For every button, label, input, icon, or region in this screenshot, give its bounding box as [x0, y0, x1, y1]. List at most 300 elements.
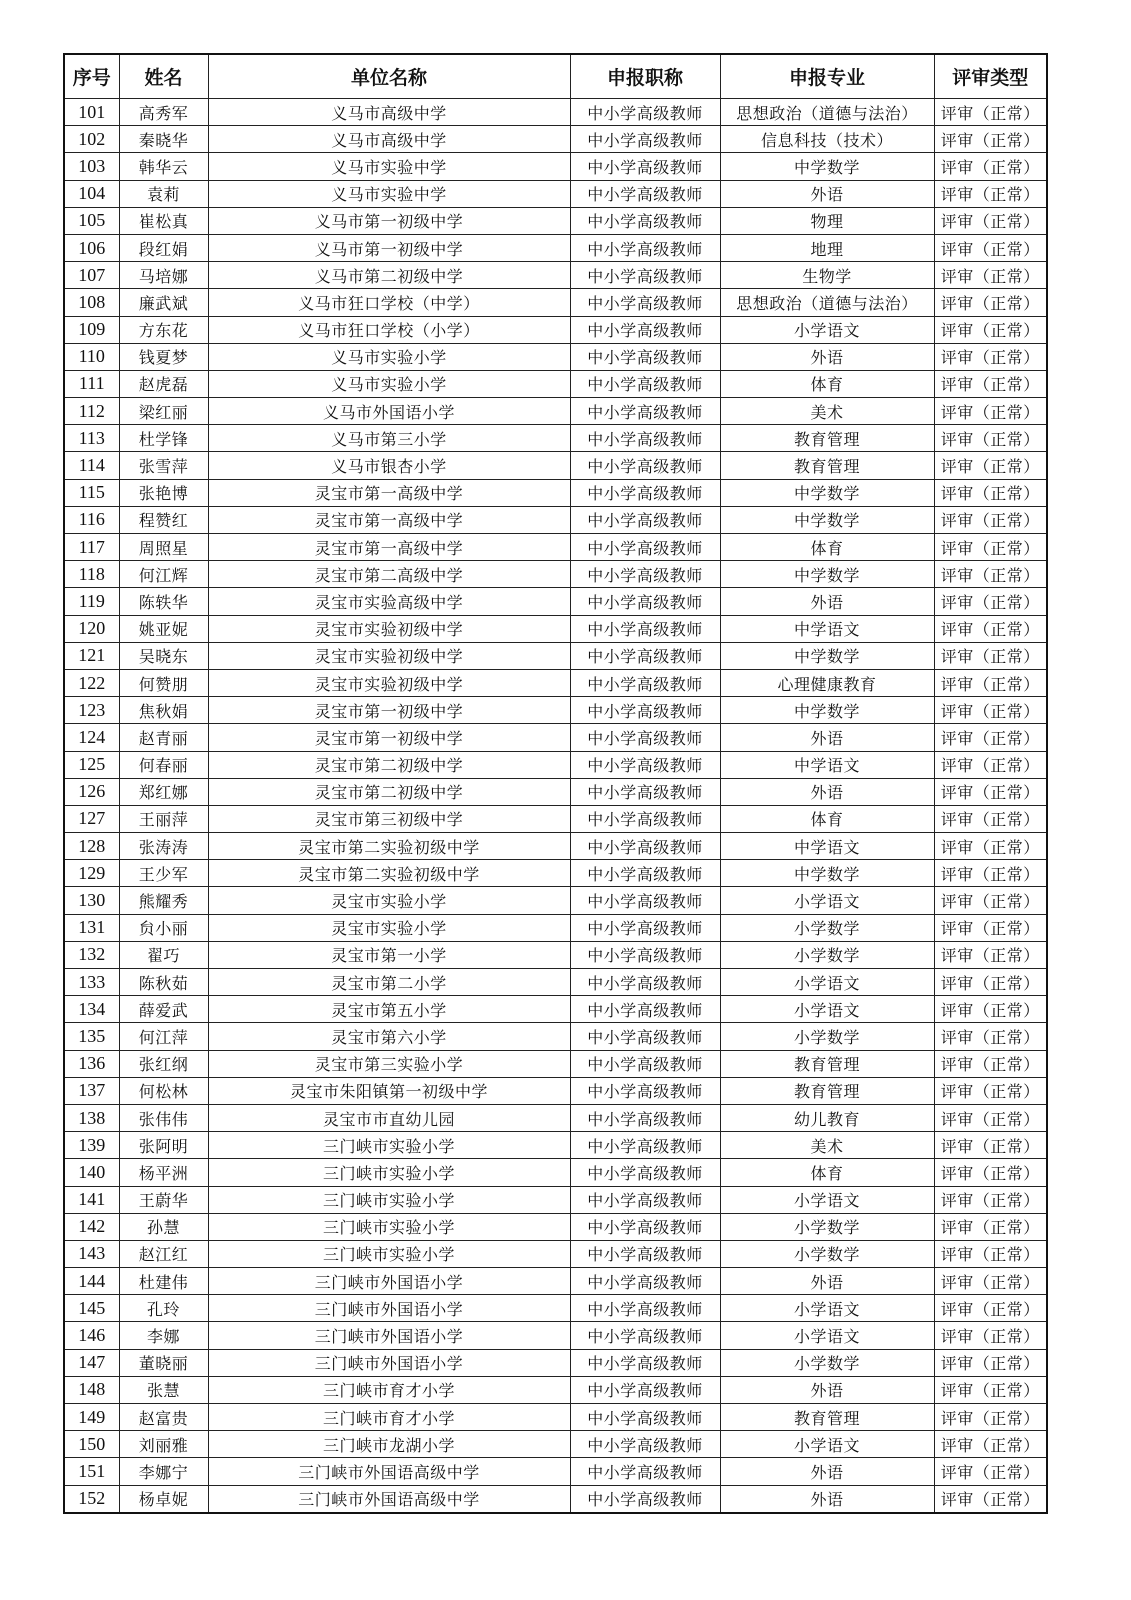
cell-unit: 义马市狂口学校（小学） [208, 316, 570, 343]
cell-name: 周照星 [119, 534, 208, 561]
cell-name: 王蔚华 [119, 1186, 208, 1213]
cell-major: 中学数学 [720, 506, 934, 533]
cell-name: 孙慧 [119, 1213, 208, 1240]
cell-name: 刘丽雅 [119, 1431, 208, 1458]
cell-review-type: 评审（正常） [934, 778, 1047, 805]
cell-review-type: 评审（正常） [934, 234, 1047, 261]
cell-seq: 136 [64, 1050, 119, 1077]
cell-title: 中小学高级教师 [570, 860, 720, 887]
cell-title: 中小学高级教师 [570, 398, 720, 425]
cell-title: 中小学高级教师 [570, 1186, 720, 1213]
table-row [64, 669, 1047, 696]
cell-review-type: 评审（正常） [934, 1023, 1047, 1050]
table-row [64, 1295, 1047, 1322]
table-row [64, 1159, 1047, 1186]
cell-review-type: 评审（正常） [934, 180, 1047, 207]
cell-unit: 义马市实验小学 [208, 370, 570, 397]
cell-seq: 124 [64, 724, 119, 751]
cell-review-type: 评审（正常） [934, 642, 1047, 669]
cell-title: 中小学高级教师 [570, 1023, 720, 1050]
cell-unit: 灵宝市第一高级中学 [208, 534, 570, 561]
cell-title: 中小学高级教师 [570, 887, 720, 914]
cell-major: 中学数学 [720, 697, 934, 724]
cell-unit: 三门峡市外国语高级中学 [208, 1458, 570, 1485]
cell-name: 何松林 [119, 1077, 208, 1104]
header-title: 申报职称 [570, 54, 720, 99]
cell-review-type: 评审（正常） [934, 126, 1047, 153]
cell-title: 中小学高级教师 [570, 969, 720, 996]
cell-name: 程赞红 [119, 506, 208, 533]
cell-seq: 142 [64, 1213, 119, 1240]
cell-major: 小学数学 [720, 1349, 934, 1376]
cell-review-type: 评审（正常） [934, 588, 1047, 615]
header-name: 姓名 [119, 54, 208, 99]
cell-name: 陈秋茹 [119, 969, 208, 996]
cell-major: 体育 [720, 1159, 934, 1186]
cell-seq: 145 [64, 1295, 119, 1322]
cell-review-type: 评审（正常） [934, 1213, 1047, 1240]
cell-seq: 101 [64, 99, 119, 126]
cell-seq: 104 [64, 180, 119, 207]
cell-major: 体育 [720, 370, 934, 397]
cell-unit: 灵宝市第一高级中学 [208, 479, 570, 506]
cell-title: 中小学高级教师 [570, 1132, 720, 1159]
cell-review-type: 评审（正常） [934, 452, 1047, 479]
cell-name: 焦秋娟 [119, 697, 208, 724]
cell-name: 杜学锋 [119, 425, 208, 452]
table-row [64, 207, 1047, 234]
cell-major: 小学语文 [720, 1431, 934, 1458]
cell-major: 小学语文 [720, 887, 934, 914]
cell-title: 中小学高级教师 [570, 343, 720, 370]
cell-seq: 127 [64, 805, 119, 832]
cell-title: 中小学高级教师 [570, 452, 720, 479]
cell-title: 中小学高级教师 [570, 425, 720, 452]
cell-title: 中小学高级教师 [570, 262, 720, 289]
cell-name: 董晓丽 [119, 1349, 208, 1376]
table-header-row [64, 54, 1047, 99]
cell-review-type: 评审（正常） [934, 289, 1047, 316]
table-row [64, 479, 1047, 506]
cell-review-type: 评审（正常） [934, 1132, 1047, 1159]
table-row [64, 1023, 1047, 1050]
cell-seq: 105 [64, 207, 119, 234]
table-row [64, 1458, 1047, 1485]
cell-name: 何江萍 [119, 1023, 208, 1050]
cell-title: 中小学高级教师 [570, 996, 720, 1023]
table-row [64, 1132, 1047, 1159]
cell-title: 中小学高级教师 [570, 751, 720, 778]
cell-review-type: 评审（正常） [934, 561, 1047, 588]
table-row [64, 452, 1047, 479]
cell-seq: 113 [64, 425, 119, 452]
cell-title: 中小学高级教师 [570, 615, 720, 642]
cell-major: 中学数学 [720, 153, 934, 180]
cell-title: 中小学高级教师 [570, 1240, 720, 1267]
cell-review-type: 评审（正常） [934, 1104, 1047, 1131]
table-row [64, 1431, 1047, 1458]
cell-unit: 义马市第一初级中学 [208, 207, 570, 234]
cell-name: 赵虎磊 [119, 370, 208, 397]
cell-major: 小学语文 [720, 996, 934, 1023]
table-row [64, 615, 1047, 642]
cell-review-type: 评审（正常） [934, 534, 1047, 561]
cell-name: 赵江红 [119, 1240, 208, 1267]
cell-major: 小学数学 [720, 1023, 934, 1050]
cell-review-type: 评审（正常） [934, 1240, 1047, 1267]
cell-review-type: 评审（正常） [934, 1404, 1047, 1431]
table-row [64, 1349, 1047, 1376]
table-row [64, 180, 1047, 207]
cell-unit: 三门峡市外国语小学 [208, 1295, 570, 1322]
table-row [64, 506, 1047, 533]
cell-major: 中学数学 [720, 642, 934, 669]
cell-review-type: 评审（正常） [934, 724, 1047, 751]
cell-seq: 147 [64, 1349, 119, 1376]
cell-major: 中学数学 [720, 860, 934, 887]
cell-title: 中小学高级教师 [570, 1404, 720, 1431]
cell-review-type: 评审（正常） [934, 207, 1047, 234]
cell-review-type: 评审（正常） [934, 370, 1047, 397]
cell-title: 中小学高级教师 [570, 1485, 720, 1513]
cell-major: 教育管理 [720, 1077, 934, 1104]
cell-unit: 灵宝市市直幼儿园 [208, 1104, 570, 1131]
cell-title: 中小学高级教师 [570, 669, 720, 696]
table-row [64, 1104, 1047, 1131]
cell-title: 中小学高级教师 [570, 289, 720, 316]
cell-name: 张伟伟 [119, 1104, 208, 1131]
cell-title: 中小学高级教师 [570, 1349, 720, 1376]
cell-major: 教育管理 [720, 1050, 934, 1077]
cell-name: 张涛涛 [119, 833, 208, 860]
cell-unit: 灵宝市第二实验初级中学 [208, 860, 570, 887]
table-row [64, 914, 1047, 941]
cell-unit: 三门峡市外国语高级中学 [208, 1485, 570, 1513]
cell-name: 贠小丽 [119, 914, 208, 941]
cell-review-type: 评审（正常） [934, 996, 1047, 1023]
cell-title: 中小学高级教师 [570, 370, 720, 397]
cell-unit: 义马市狂口学校（中学） [208, 289, 570, 316]
cell-name: 方东花 [119, 316, 208, 343]
table-row [64, 316, 1047, 343]
cell-name: 韩华云 [119, 153, 208, 180]
cell-seq: 120 [64, 615, 119, 642]
cell-review-type: 评审（正常） [934, 99, 1047, 126]
cell-seq: 140 [64, 1159, 119, 1186]
table-body [64, 99, 1047, 1513]
table-row [64, 1050, 1047, 1077]
cell-review-type: 评审（正常） [934, 914, 1047, 941]
cell-seq: 119 [64, 588, 119, 615]
cell-title: 中小学高级教师 [570, 99, 720, 126]
table-row [64, 234, 1047, 261]
cell-review-type: 评审（正常） [934, 1431, 1047, 1458]
cell-review-type: 评审（正常） [934, 1186, 1047, 1213]
cell-review-type: 评审（正常） [934, 506, 1047, 533]
table-row [64, 1240, 1047, 1267]
cell-major: 小学数学 [720, 941, 934, 968]
table-row [64, 1404, 1047, 1431]
cell-review-type: 评审（正常） [934, 1349, 1047, 1376]
cell-major: 地理 [720, 234, 934, 261]
cell-title: 中小学高级教师 [570, 207, 720, 234]
cell-seq: 121 [64, 642, 119, 669]
table-row [64, 941, 1047, 968]
applicant-table [63, 53, 1048, 1514]
cell-unit: 灵宝市第二实验初级中学 [208, 833, 570, 860]
cell-unit: 三门峡市实验小学 [208, 1132, 570, 1159]
cell-unit: 三门峡市育才小学 [208, 1376, 570, 1403]
cell-unit: 灵宝市第二初级中学 [208, 751, 570, 778]
cell-title: 中小学高级教师 [570, 642, 720, 669]
cell-seq: 115 [64, 479, 119, 506]
cell-title: 中小学高级教师 [570, 561, 720, 588]
cell-unit: 三门峡市外国语小学 [208, 1322, 570, 1349]
cell-name: 杜建伟 [119, 1268, 208, 1295]
table-row [64, 1268, 1047, 1295]
table-row [64, 561, 1047, 588]
cell-major: 小学数学 [720, 1213, 934, 1240]
cell-unit: 灵宝市朱阳镇第一初级中学 [208, 1077, 570, 1104]
cell-seq: 102 [64, 126, 119, 153]
cell-major: 外语 [720, 1485, 934, 1513]
cell-seq: 138 [64, 1104, 119, 1131]
table-row [64, 833, 1047, 860]
table-row [64, 751, 1047, 778]
cell-unit: 灵宝市第一高级中学 [208, 506, 570, 533]
header-seq: 序号 [64, 54, 119, 99]
cell-seq: 117 [64, 534, 119, 561]
cell-review-type: 评审（正常） [934, 669, 1047, 696]
cell-unit: 三门峡市外国语小学 [208, 1349, 570, 1376]
cell-seq: 116 [64, 506, 119, 533]
cell-review-type: 评审（正常） [934, 1376, 1047, 1403]
cell-name: 张红纲 [119, 1050, 208, 1077]
cell-title: 中小学高级教师 [570, 506, 720, 533]
cell-seq: 137 [64, 1077, 119, 1104]
cell-major: 中学语文 [720, 833, 934, 860]
cell-seq: 152 [64, 1485, 119, 1513]
cell-major: 思想政治（道德与法治） [720, 99, 934, 126]
table-row [64, 99, 1047, 126]
cell-major: 外语 [720, 1458, 934, 1485]
cell-unit: 灵宝市第二高级中学 [208, 561, 570, 588]
cell-name: 何赞朋 [119, 669, 208, 696]
table-row [64, 343, 1047, 370]
cell-major: 中学语文 [720, 751, 934, 778]
cell-name: 袁莉 [119, 180, 208, 207]
cell-major: 美术 [720, 398, 934, 425]
cell-seq: 141 [64, 1186, 119, 1213]
cell-review-type: 评审（正常） [934, 1322, 1047, 1349]
cell-unit: 灵宝市第一初级中学 [208, 724, 570, 751]
table-row [64, 289, 1047, 316]
cell-seq: 146 [64, 1322, 119, 1349]
cell-name: 薛爱武 [119, 996, 208, 1023]
cell-seq: 131 [64, 914, 119, 941]
cell-unit: 义马市外国语小学 [208, 398, 570, 425]
cell-unit: 灵宝市实验初级中学 [208, 642, 570, 669]
cell-major: 外语 [720, 343, 934, 370]
cell-unit: 三门峡市龙湖小学 [208, 1431, 570, 1458]
cell-review-type: 评审（正常） [934, 153, 1047, 180]
cell-seq: 108 [64, 289, 119, 316]
cell-seq: 118 [64, 561, 119, 588]
cell-name: 李娜 [119, 1322, 208, 1349]
cell-review-type: 评审（正常） [934, 1159, 1047, 1186]
cell-major: 生物学 [720, 262, 934, 289]
cell-major: 外语 [720, 724, 934, 751]
cell-major: 中学语文 [720, 615, 934, 642]
cell-name: 廉武斌 [119, 289, 208, 316]
cell-title: 中小学高级教师 [570, 1268, 720, 1295]
cell-name: 李娜宁 [119, 1458, 208, 1485]
cell-review-type: 评审（正常） [934, 833, 1047, 860]
cell-name: 张慧 [119, 1376, 208, 1403]
cell-title: 中小学高级教师 [570, 1431, 720, 1458]
table-row [64, 887, 1047, 914]
cell-major: 外语 [720, 1376, 934, 1403]
cell-title: 中小学高级教师 [570, 180, 720, 207]
cell-name: 何春丽 [119, 751, 208, 778]
cell-seq: 148 [64, 1376, 119, 1403]
cell-seq: 130 [64, 887, 119, 914]
table-row [64, 778, 1047, 805]
cell-unit: 灵宝市实验初级中学 [208, 669, 570, 696]
cell-major: 外语 [720, 778, 934, 805]
cell-major: 小学数学 [720, 1240, 934, 1267]
cell-major: 外语 [720, 180, 934, 207]
cell-unit: 三门峡市育才小学 [208, 1404, 570, 1431]
header-unit: 单位名称 [208, 54, 570, 99]
cell-name: 秦晓华 [119, 126, 208, 153]
cell-review-type: 评审（正常） [934, 1077, 1047, 1104]
cell-unit: 义马市第一初级中学 [208, 234, 570, 261]
cell-major: 教育管理 [720, 425, 934, 452]
cell-unit: 三门峡市实验小学 [208, 1186, 570, 1213]
cell-name: 高秀军 [119, 99, 208, 126]
cell-major: 物理 [720, 207, 934, 234]
cell-seq: 122 [64, 669, 119, 696]
cell-title: 中小学高级教师 [570, 697, 720, 724]
table-row [64, 588, 1047, 615]
table-row [64, 697, 1047, 724]
cell-seq: 151 [64, 1458, 119, 1485]
cell-unit: 灵宝市第三初级中学 [208, 805, 570, 832]
cell-seq: 106 [64, 234, 119, 261]
cell-title: 中小学高级教师 [570, 1213, 720, 1240]
table-row [64, 969, 1047, 996]
cell-unit: 三门峡市实验小学 [208, 1159, 570, 1186]
cell-review-type: 评审（正常） [934, 805, 1047, 832]
cell-unit: 灵宝市第五小学 [208, 996, 570, 1023]
cell-name: 姚亚妮 [119, 615, 208, 642]
cell-review-type: 评审（正常） [934, 343, 1047, 370]
table-row [64, 1213, 1047, 1240]
cell-title: 中小学高级教师 [570, 588, 720, 615]
cell-review-type: 评审（正常） [934, 751, 1047, 778]
cell-seq: 135 [64, 1023, 119, 1050]
cell-major: 体育 [720, 805, 934, 832]
cell-name: 崔松真 [119, 207, 208, 234]
cell-review-type: 评审（正常） [934, 615, 1047, 642]
cell-review-type: 评审（正常） [934, 262, 1047, 289]
cell-name: 郑红娜 [119, 778, 208, 805]
cell-unit: 义马市实验中学 [208, 180, 570, 207]
cell-seq: 139 [64, 1132, 119, 1159]
cell-major: 美术 [720, 1132, 934, 1159]
cell-name: 熊耀秀 [119, 887, 208, 914]
cell-name: 王少军 [119, 860, 208, 887]
cell-unit: 灵宝市实验小学 [208, 914, 570, 941]
cell-unit: 三门峡市实验小学 [208, 1240, 570, 1267]
table-row [64, 153, 1047, 180]
cell-seq: 133 [64, 969, 119, 996]
cell-unit: 义马市实验小学 [208, 343, 570, 370]
table-row [64, 398, 1047, 425]
table-row [64, 425, 1047, 452]
cell-name: 梁红丽 [119, 398, 208, 425]
cell-name: 何江辉 [119, 561, 208, 588]
cell-title: 中小学高级教师 [570, 1159, 720, 1186]
cell-seq: 123 [64, 697, 119, 724]
cell-unit: 灵宝市第六小学 [208, 1023, 570, 1050]
cell-unit: 灵宝市实验小学 [208, 887, 570, 914]
cell-unit: 义马市第二初级中学 [208, 262, 570, 289]
table-row [64, 1077, 1047, 1104]
cell-seq: 114 [64, 452, 119, 479]
cell-title: 中小学高级教师 [570, 534, 720, 561]
cell-major: 小学语文 [720, 1295, 934, 1322]
cell-seq: 134 [64, 996, 119, 1023]
cell-title: 中小学高级教师 [570, 1376, 720, 1403]
cell-title: 中小学高级教师 [570, 1104, 720, 1131]
cell-seq: 110 [64, 343, 119, 370]
cell-review-type: 评审（正常） [934, 479, 1047, 506]
cell-seq: 103 [64, 153, 119, 180]
table-row [64, 1186, 1047, 1213]
cell-seq: 132 [64, 941, 119, 968]
cell-seq: 143 [64, 1240, 119, 1267]
cell-unit: 灵宝市实验高级中学 [208, 588, 570, 615]
cell-major: 小学语文 [720, 316, 934, 343]
cell-review-type: 评审（正常） [934, 425, 1047, 452]
cell-major: 教育管理 [720, 1404, 934, 1431]
cell-title: 中小学高级教师 [570, 1322, 720, 1349]
cell-major: 外语 [720, 1268, 934, 1295]
cell-major: 信息科技（技术） [720, 126, 934, 153]
cell-unit: 灵宝市第二小学 [208, 969, 570, 996]
cell-review-type: 评审（正常） [934, 941, 1047, 968]
cell-name: 陈轶华 [119, 588, 208, 615]
table-row [64, 724, 1047, 751]
cell-seq: 150 [64, 1431, 119, 1458]
cell-title: 中小学高级教师 [570, 234, 720, 261]
cell-name: 杨卓妮 [119, 1485, 208, 1513]
cell-title: 中小学高级教师 [570, 316, 720, 343]
cell-title: 中小学高级教师 [570, 1295, 720, 1322]
cell-major: 中学数学 [720, 561, 934, 588]
cell-seq: 126 [64, 778, 119, 805]
cell-title: 中小学高级教师 [570, 778, 720, 805]
table-row [64, 805, 1047, 832]
cell-name: 张艳博 [119, 479, 208, 506]
cell-review-type: 评审（正常） [934, 1050, 1047, 1077]
cell-name: 翟巧 [119, 941, 208, 968]
cell-review-type: 评审（正常） [934, 1485, 1047, 1513]
cell-name: 马培娜 [119, 262, 208, 289]
cell-major: 外语 [720, 588, 934, 615]
